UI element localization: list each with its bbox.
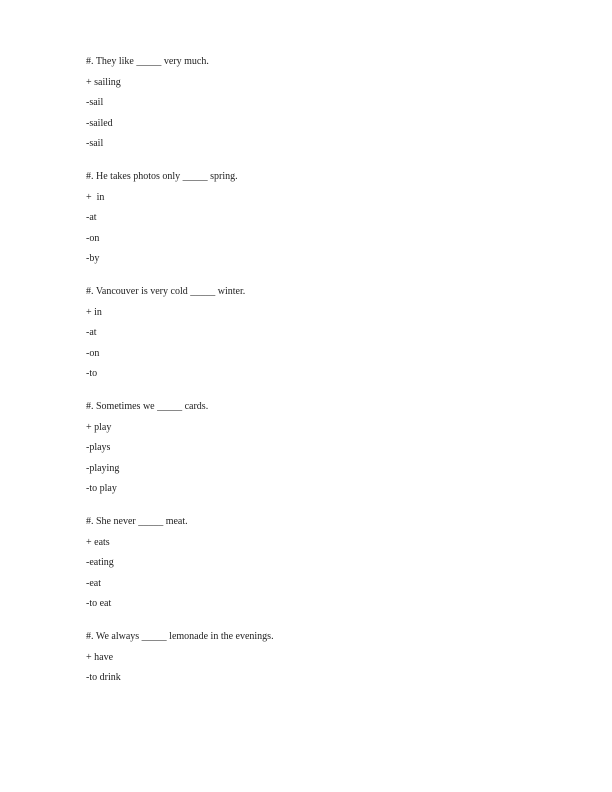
question-text: #. We always _____ lemonade in the evenings.	[86, 631, 274, 642]
question-6	[86, 631, 566, 684]
answer-option: -eat	[86, 577, 101, 589]
question-text: #. Sometimes we _____ cards.	[86, 401, 209, 412]
question-5	[86, 516, 566, 610]
answer-option: + eats	[86, 536, 110, 548]
answer-option: -plays	[86, 442, 111, 453]
question-text: #. She never _____ meat.	[86, 516, 188, 527]
answer-option: -sail	[86, 97, 104, 108]
question-3	[86, 286, 566, 380]
answer-option: + in	[86, 191, 105, 203]
answer-option: -to play	[86, 483, 117, 494]
answer-option: -on	[86, 347, 100, 359]
answer-option: -playing	[86, 462, 120, 474]
answer-option: + in	[86, 306, 102, 318]
answer-option: -by	[86, 253, 100, 264]
answer-option: -at	[86, 327, 97, 338]
question-text: #. Vancouver is very cold _____ winter.	[86, 286, 246, 297]
answer-option: -to drink	[86, 672, 121, 683]
answer-option: + sailing	[86, 76, 121, 88]
question-text: #. They like _____ very much.	[86, 56, 209, 67]
question-4	[86, 401, 566, 495]
answer-option: -sailed	[86, 117, 113, 129]
answer-option: -at	[86, 212, 97, 223]
answer-option: -to	[86, 368, 98, 379]
question-text: #. He takes photos only _____ spring.	[86, 171, 238, 182]
answer-option: -to eat	[86, 598, 112, 609]
question-1	[86, 56, 566, 150]
answer-option: -sail	[86, 138, 104, 149]
question-2	[86, 171, 566, 265]
answer-option: + play	[86, 421, 112, 433]
question-list	[86, 56, 566, 705]
answer-option: -eating	[86, 557, 114, 568]
answer-option: -on	[86, 232, 100, 244]
answer-option: + have	[86, 651, 114, 663]
